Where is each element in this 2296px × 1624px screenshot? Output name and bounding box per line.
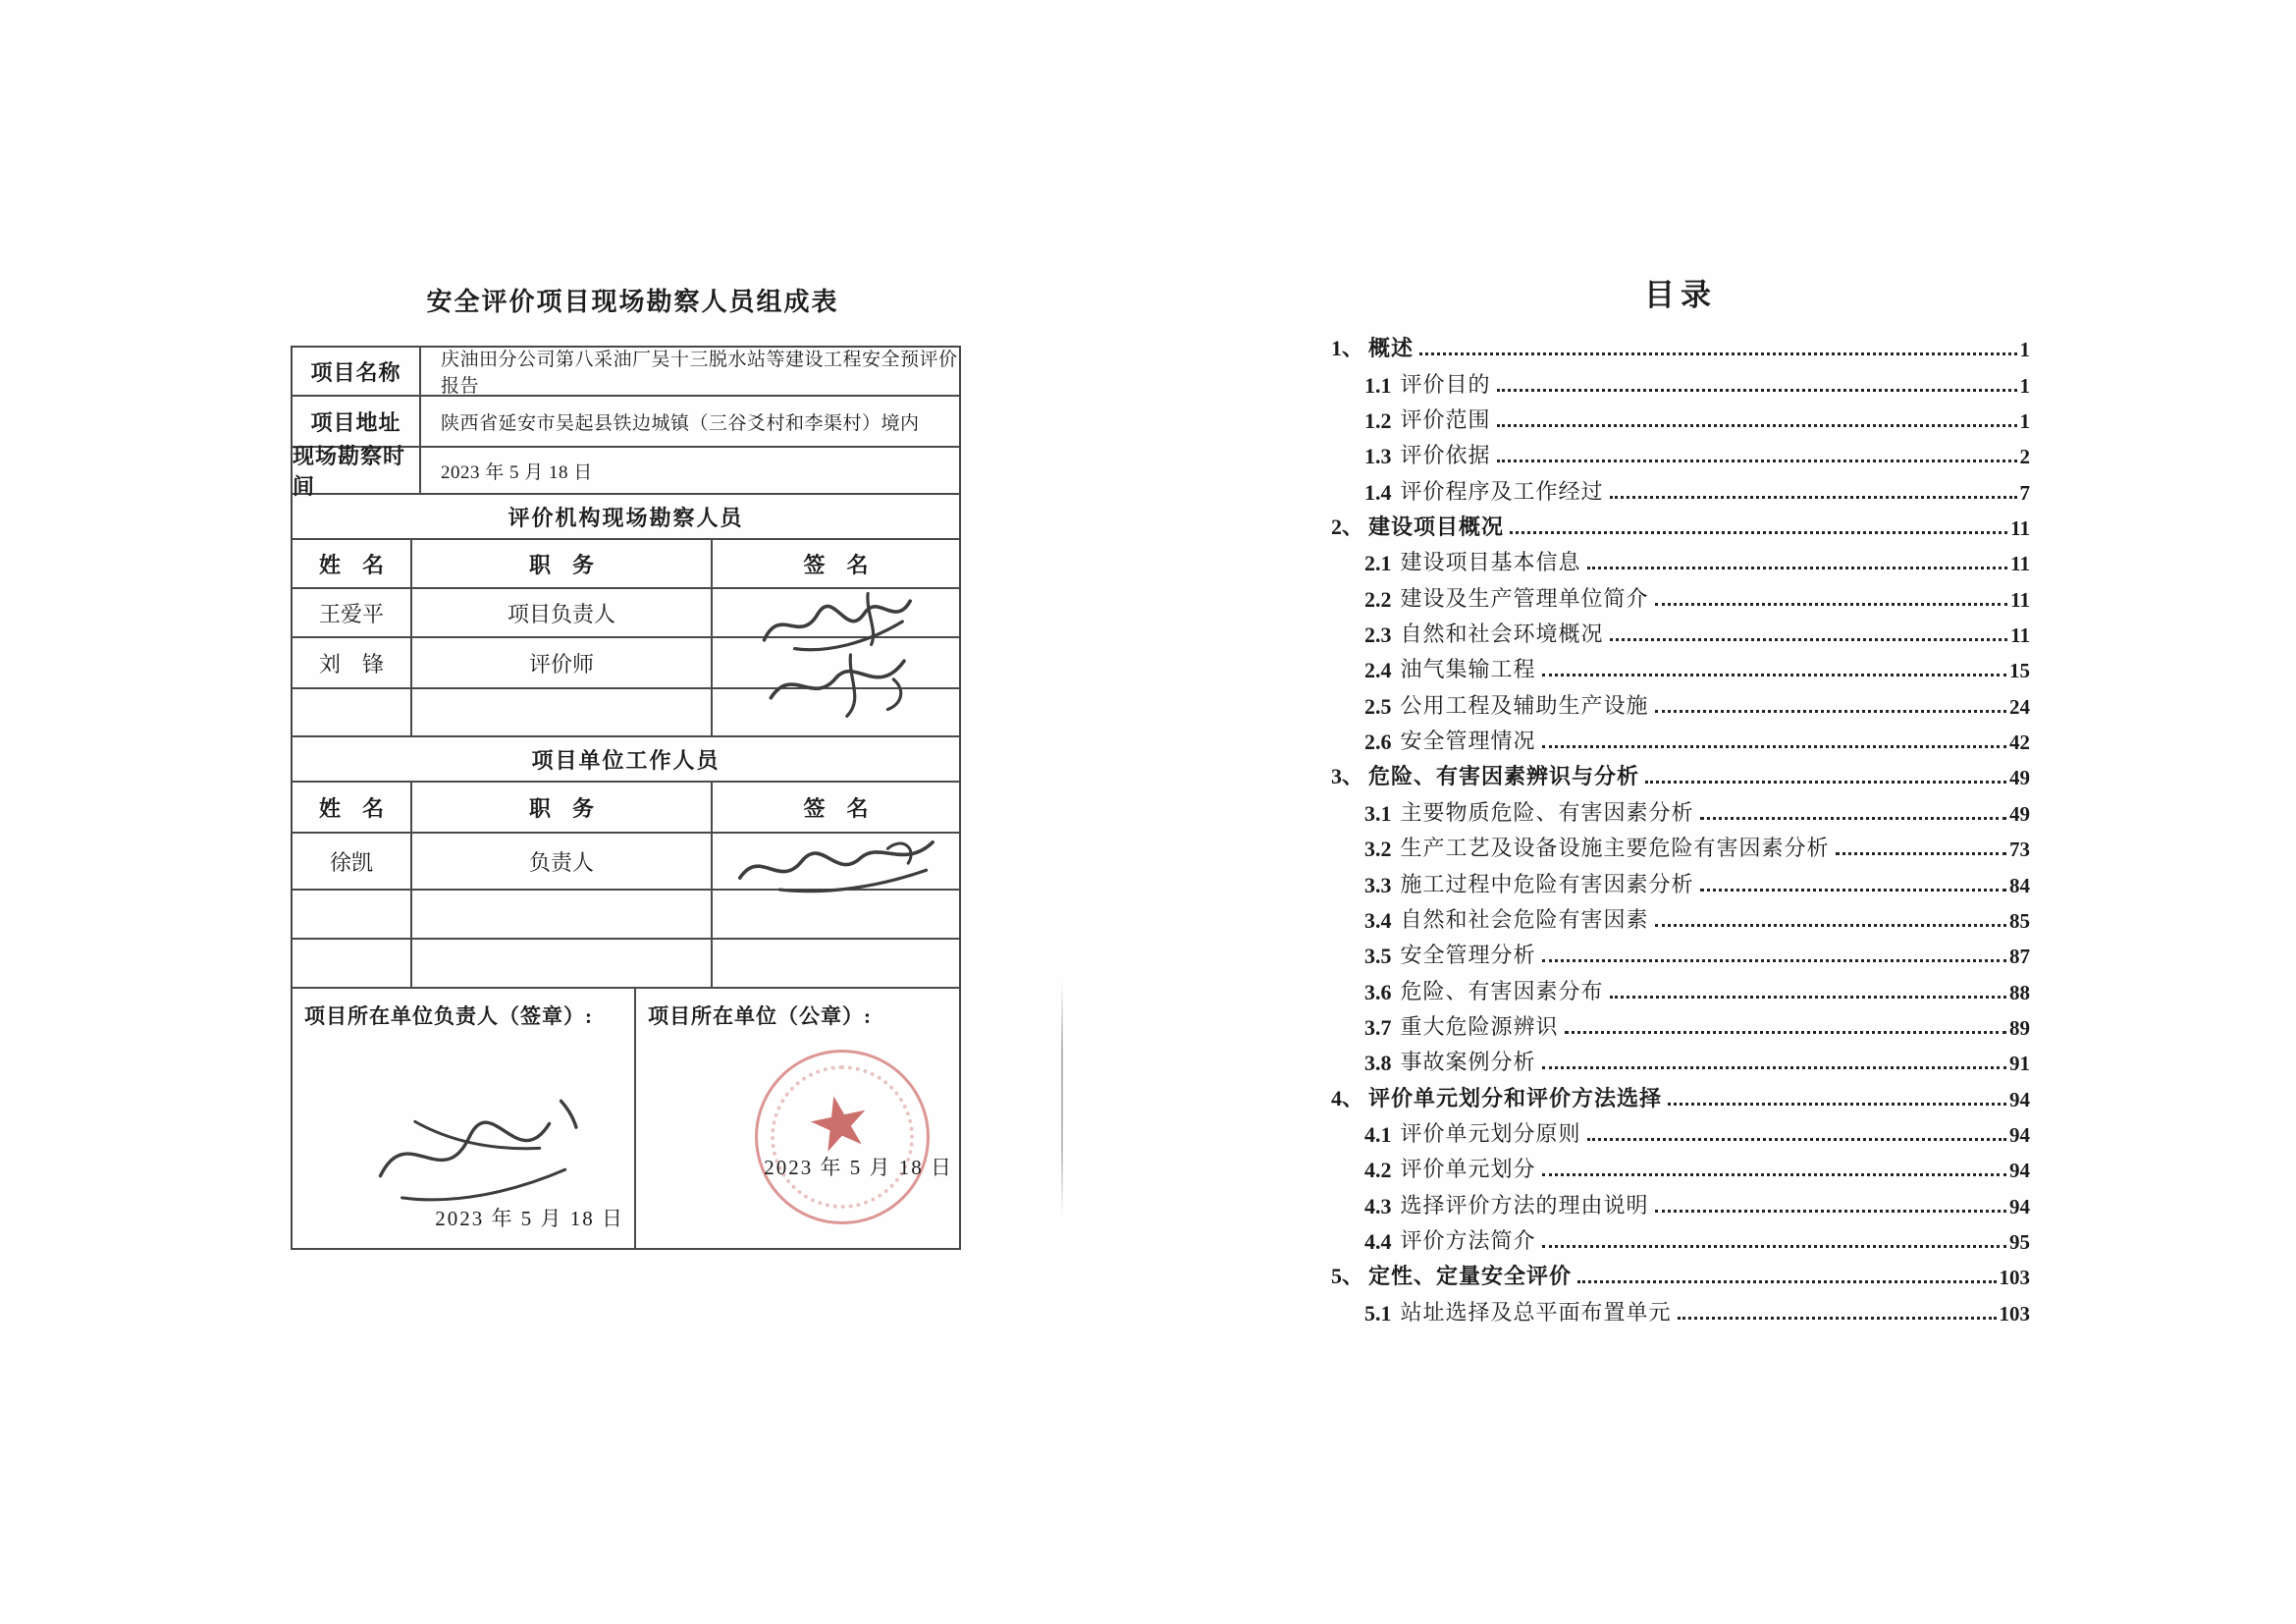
toc-entry-label: 油气集输工程 [1400, 657, 1536, 682]
table-row-liu-feng [293, 638, 959, 689]
toc-entry-label: 自然和社会危险有害因素 [1400, 906, 1649, 932]
toc-entry-number: 4.3 [1364, 1193, 1392, 1218]
toc-entry [1331, 901, 2030, 937]
toc-entry-label: 评价单元划分原则 [1400, 1120, 1581, 1146]
toc-entry [1331, 1079, 2030, 1114]
dot-leader [1645, 781, 2006, 784]
dot-leader [1542, 674, 2006, 677]
toc-entry-label: 主要物质危险、有害因素分析 [1400, 799, 1694, 825]
toc-entry [1331, 616, 2030, 651]
toc-entry [1331, 1008, 2030, 1044]
toc-entry-page: 1 [2019, 373, 2030, 398]
toc-entry [1331, 1293, 2030, 1328]
toc-entry-number: 2.1 [1364, 551, 1392, 576]
toc-entry-label: 危险、有害因素分布 [1400, 978, 1604, 1003]
toc-entry-label: 定性、定量安全评价 [1368, 1264, 1573, 1289]
dot-leader [1497, 389, 2017, 392]
toc-entry-number: 1.3 [1364, 444, 1392, 469]
project-address-label: 项目地址 [310, 409, 401, 435]
toc-entry-label: 施工过程中危险有害因素分析 [1400, 871, 1694, 896]
toc-entry-number: 3.6 [1364, 979, 1392, 1004]
person-signature-cell [711, 834, 959, 889]
table-row-empty [293, 940, 959, 989]
dot-leader [1655, 603, 2008, 606]
unit-column-header-row [293, 783, 959, 834]
column-header-name: 姓 名 [318, 795, 384, 821]
dot-leader [1419, 352, 2016, 355]
person-title [410, 891, 711, 938]
toc-entry-page: 94 [2009, 1159, 2030, 1183]
person-name [293, 891, 410, 938]
toc-entry-label: 选择评价方法的理由说明 [1400, 1192, 1649, 1218]
signature-scribble-icon [356, 1087, 597, 1217]
toc-entry-number: 2.2 [1364, 586, 1392, 612]
unit-leader-sign-label: 项目所在单位负责人（签章）: [304, 1004, 593, 1028]
section-header-unit-personnel [293, 737, 959, 783]
toc-entry-label: 站址选择及总平面布置单元 [1400, 1299, 1672, 1325]
dot-leader [1610, 996, 2006, 999]
toc-entry [1331, 1115, 2030, 1151]
toc-entry-page: 11 [2010, 516, 2030, 541]
toc-entry-label: 概述 [1368, 336, 1415, 361]
company-seal-stamp [755, 1050, 930, 1224]
sign-date: 2023 年 5 月 18 日 [435, 1207, 624, 1230]
dot-leader [1655, 710, 2006, 713]
signature-xu-kai [713, 834, 959, 889]
form-title: 安全评价项目现场勘察人员组成表 [426, 287, 839, 316]
toc-entry [1331, 1258, 2030, 1293]
toc-entry [1331, 1186, 2030, 1221]
toc-entry-page: 1 [2019, 409, 2030, 434]
toc-entry-page: 91 [2009, 1052, 2030, 1076]
person-name: 徐凯 [329, 849, 373, 875]
toc-entry-label: 安全管理分析 [1400, 943, 1536, 968]
toc-entry-page: 11 [2010, 623, 2030, 648]
person-title: 项目负责人 [410, 589, 711, 636]
person-title: 负责人 [410, 834, 711, 889]
toc-entry-number: 5、 [1331, 1264, 1364, 1289]
survey-date-value: 2023 年 5 月 18 日 [419, 448, 959, 493]
dot-leader [1700, 889, 2006, 892]
toc-entry-label: 生产工艺及设备设施主要危险有害因素分析 [1400, 836, 1830, 861]
toc-entry-number: 3.5 [1364, 944, 1392, 969]
column-header-name: 姓 名 [318, 552, 384, 577]
toc-entry [1331, 437, 2030, 472]
table-row-signoff [293, 989, 959, 1248]
toc-entry-number: 3.1 [1364, 800, 1392, 826]
signature-scribble-icon [729, 826, 942, 899]
star-icon: ★ [798, 1075, 881, 1172]
dot-leader [1497, 460, 2017, 462]
project-address-value: 陕西省延安市吴起县铁边城镇（三谷爻村和李渠村）境内 [419, 397, 959, 446]
column-header-title: 职 务 [410, 540, 711, 587]
toc-entry [1331, 937, 2030, 972]
toc-entry-label: 重大危险源辨识 [1400, 1013, 1559, 1039]
project-name-value: 庆油田分公司第八采油厂吴十三脱水站等建设工程安全预评价报告 [419, 348, 959, 395]
survey-form-page [291, 283, 961, 1250]
toc-entry-label: 建设及生产管理单位简介 [1400, 585, 1649, 611]
unit-leader-sign-cell [293, 989, 634, 1248]
person-signature-cell [711, 589, 959, 636]
person-name [293, 940, 410, 987]
toc-entry [1331, 686, 2030, 722]
toc-entry [1331, 509, 2030, 544]
toc-entry-page: 24 [2009, 694, 2030, 719]
toc-entry-label: 公用工程及辅助生产设施 [1400, 692, 1649, 718]
toc-entry-label: 评价程序及工作经过 [1400, 478, 1604, 504]
toc-entry-page: 84 [2009, 873, 2030, 897]
toc-entry-number: 2.3 [1364, 623, 1392, 648]
person-name: 刘 锋 [318, 651, 384, 677]
toc-entry-page: 1 [2019, 338, 2030, 362]
section-title: 评价机构现场勘察人员 [507, 505, 744, 530]
person-title: 评价师 [410, 638, 711, 687]
toc-entry [1331, 1151, 2030, 1186]
table-row-wang-aiping [293, 589, 959, 638]
survey-form-table [291, 346, 961, 1250]
signature-wang-aiping [713, 589, 959, 636]
dot-leader [1668, 1103, 2006, 1106]
toc-entry-page: 85 [2009, 908, 2030, 933]
person-title [410, 940, 711, 987]
toc-entry-number: 3、 [1331, 764, 1364, 789]
dot-leader [1610, 638, 2008, 641]
toc-entry-number: 2.6 [1364, 730, 1392, 755]
dot-leader [1678, 1317, 1997, 1320]
agency-column-header-row [293, 540, 959, 589]
toc-entry-page: 94 [2009, 1122, 2030, 1147]
toc-entry [1331, 1044, 2030, 1079]
dot-leader [1577, 1280, 1996, 1283]
toc-entry-page: 49 [2009, 766, 2030, 790]
toc-entry-page: 103 [1999, 1301, 2030, 1326]
toc-list [1331, 330, 2030, 1329]
toc-entry-label: 自然和社会环境概况 [1400, 622, 1604, 647]
toc-entry-page: 95 [2009, 1229, 2030, 1254]
dot-leader [1565, 1031, 2006, 1034]
toc-entry-label: 评价范围 [1400, 407, 1491, 433]
person-name [293, 689, 410, 735]
toc-entry-label: 评价单元划分和评价方法选择 [1368, 1085, 1663, 1110]
toc-entry [1331, 544, 2030, 579]
toc-entry-number: 3.8 [1364, 1051, 1392, 1076]
person-title [410, 689, 711, 735]
toc-entry-number: 3.3 [1364, 872, 1392, 897]
table-row-empty [293, 689, 959, 737]
toc-entry-label: 建设项目基本信息 [1400, 550, 1581, 575]
toc-entry-number: 4、 [1331, 1085, 1364, 1110]
dot-leader [1700, 817, 2006, 820]
toc-entry-number: 5.1 [1364, 1300, 1392, 1326]
toc-entry-number: 4.2 [1364, 1158, 1392, 1183]
toc-entry [1331, 865, 2030, 900]
person-signature-cell [711, 638, 959, 687]
toc-entry-label: 评价依据 [1400, 443, 1491, 468]
toc-entry [1331, 651, 2030, 686]
toc-title: 目录 [1644, 278, 1717, 312]
toc-entry-number: 1.2 [1364, 408, 1392, 434]
toc-entry [1331, 1222, 2030, 1258]
toc-entry-label: 安全管理情况 [1400, 729, 1536, 754]
unit-seal-label: 项目所在单位（公章）: [648, 1004, 872, 1028]
toc-entry [1331, 330, 2030, 365]
toc-entry-label: 评价目的 [1400, 371, 1491, 397]
toc-entry [1331, 830, 2030, 865]
toc-entry-number: 1、 [1331, 336, 1364, 361]
survey-date-label: 现场勘察时间 [293, 444, 406, 499]
seal-date: 2023 年 5 月 18 日 [764, 1156, 953, 1179]
table-row-empty [293, 891, 959, 940]
dot-leader [1655, 924, 2006, 927]
toc-entry-page: 15 [2009, 659, 2030, 683]
table-row-project-name [293, 348, 959, 397]
toc-entry [1331, 402, 2030, 437]
column-header-signature: 签 名 [711, 540, 959, 587]
toc-entry-label: 事故案例分析 [1400, 1050, 1536, 1075]
toc-entry-label: 评价单元划分 [1400, 1157, 1536, 1182]
toc-entry-label: 评价方法简介 [1400, 1227, 1536, 1253]
toc-entry [1331, 793, 2030, 829]
toc-entry-page: 88 [2009, 980, 2030, 1004]
toc-entry-number: 4.4 [1364, 1228, 1392, 1254]
toc-page [1331, 273, 2030, 1329]
project-name-label: 项目名称 [310, 359, 401, 385]
unit-seal-cell [634, 989, 959, 1248]
toc-entry-page: 7 [2019, 480, 2030, 505]
toc-entry-page: 42 [2009, 731, 2030, 755]
toc-entry-page: 73 [2009, 838, 2030, 862]
toc-entry-page: 94 [2009, 1194, 2030, 1218]
toc-entry-page: 103 [1999, 1266, 2030, 1290]
toc-entry-number: 4.1 [1364, 1121, 1392, 1147]
toc-entry-number: 1.1 [1364, 372, 1392, 398]
toc-entry [1331, 365, 2030, 401]
page-gutter-shadow [1061, 982, 1063, 1218]
toc-entry [1331, 472, 2030, 508]
section-header-agency-personnel [293, 495, 959, 540]
table-row-survey-date [293, 444, 959, 499]
dot-leader [1836, 852, 2006, 855]
toc-entry-page: 11 [2010, 587, 2030, 612]
column-header-signature: 签 名 [711, 783, 959, 832]
dot-leader [1587, 567, 2008, 569]
dot-leader [1542, 1245, 2006, 1248]
column-header-title: 职 务 [410, 783, 711, 832]
person-signature-cell [711, 940, 959, 987]
toc-entry-page: 11 [2010, 552, 2030, 576]
dot-leader [1510, 531, 2007, 534]
toc-entry-number: 2.4 [1364, 658, 1392, 683]
toc-entry-page: 2 [2019, 445, 2030, 469]
section-title: 项目单位工作人员 [531, 747, 721, 773]
toc-entry-page: 87 [2009, 945, 2030, 969]
toc-entry-number: 2.5 [1364, 693, 1392, 719]
toc-entry-number: 3.4 [1364, 907, 1392, 933]
toc-entry [1331, 579, 2030, 615]
person-signature-cell [711, 891, 959, 938]
toc-entry [1331, 758, 2030, 793]
dot-leader [1655, 1210, 2006, 1213]
dot-leader [1587, 1138, 2006, 1141]
toc-entry-page: 94 [2009, 1087, 2030, 1111]
toc-entry-number: 2、 [1331, 514, 1364, 540]
toc-entry-number: 3.7 [1364, 1014, 1392, 1040]
person-signature-cell [711, 689, 959, 735]
toc-entry [1331, 972, 2030, 1007]
toc-entry [1331, 723, 2030, 758]
table-row-xu-kai [293, 834, 959, 891]
signature-liu-feng [713, 638, 959, 687]
toc-entry-number: 1.4 [1364, 479, 1392, 505]
dot-leader [1542, 959, 2006, 962]
dot-leader [1542, 1173, 2006, 1176]
dot-leader [1610, 496, 2017, 499]
person-name: 王爱平 [318, 601, 384, 626]
dot-leader [1542, 1066, 2006, 1069]
toc-entry-label: 危险、有害因素辨识与分析 [1368, 764, 1640, 789]
toc-entry-page: 49 [2009, 801, 2030, 826]
toc-entry-label: 建设项目概况 [1368, 514, 1505, 540]
toc-entry-number: 3.2 [1364, 837, 1392, 862]
toc-entry-page: 89 [2009, 1015, 2030, 1040]
dot-leader [1542, 745, 2006, 748]
dot-leader [1497, 424, 2017, 427]
